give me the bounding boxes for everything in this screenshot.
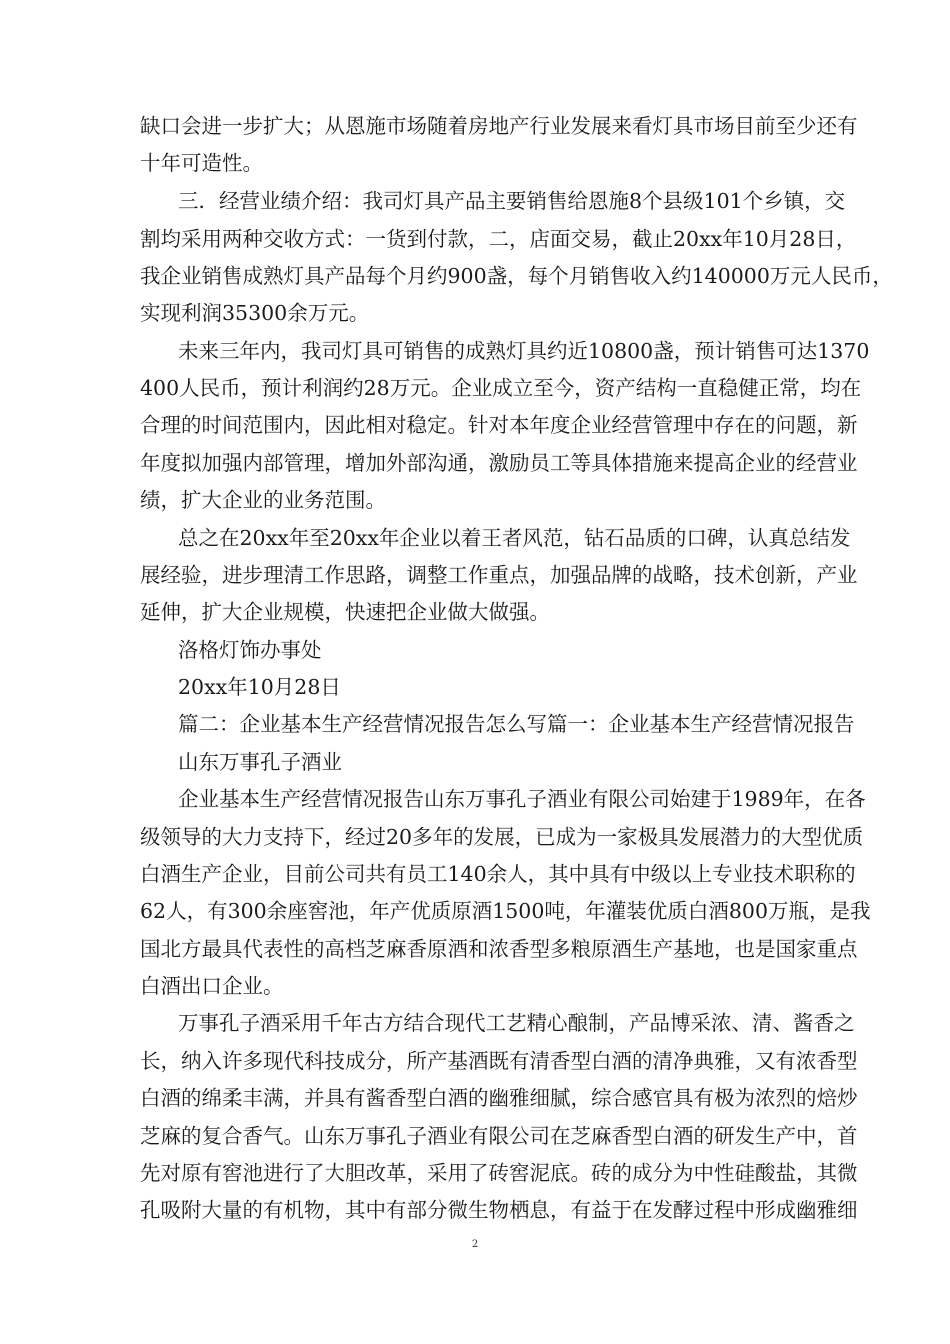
body-text-line: 延伸，扩大企业规模，快速把企业做大做强。 — [140, 600, 550, 624]
body-text-line: 400人民币，预计利润约28万元。企业成立至今，资产结构一直稳健正常，均在 — [140, 376, 862, 400]
body-text-line: 十年可造性。 — [140, 151, 263, 175]
body-text-line: 三．经营业绩介绍：我司灯具产品主要销售给恩施8个县级101个乡镇，交 — [178, 189, 846, 213]
body-text-line: 合理的时间范围内，因此相对稳定。针对本年度企业经营管理中存在的问题，新 — [140, 413, 858, 437]
body-text-line: 年度拟加强内部管理，增加外部沟通，激励员工等具体措施来提高企业的经营业 — [140, 451, 858, 475]
body-text-line: 孔吸附大量的有机物，其中有部分微生物栖息，有益于在发酵过程中形成幽雅细 — [140, 1198, 858, 1222]
signature-date: 20xx年10月28日 — [178, 675, 341, 699]
body-text-line: 万事孔子酒采用千年古方结合现代工艺精心酿制，产品博采浓、清、酱香之 — [178, 1011, 855, 1035]
page-number: 2 — [471, 1239, 479, 1250]
body-text-line: 实现利润35300余万元。 — [140, 301, 370, 325]
body-text-line: 总之在20xx年至20xx年企业以着王者风范，钻石品质的口碑，认真总结发 — [178, 526, 851, 550]
body-text-line: 白酒生产企业，目前公司共有员工140余人，其中具有中级以上专业技术职称的 — [140, 862, 856, 886]
section-heading: 篇二：企业基本生产经营情况报告怎么写篇一：企业基本生产经营情况报告 — [178, 712, 855, 736]
body-text-line: 长，纳入许多现代科技成分，所产基酒既有清香型白酒的清净典雅，又有浓香型 — [140, 1049, 858, 1073]
body-text-line: 缺口会进一步扩大；从恩施市场随着房地产行业发展来看灯具市场目前至少还有 — [140, 114, 858, 138]
body-text-line: 企业基本生产经营情况报告山东万事孔子酒业有限公司始建于1989年，在各 — [178, 787, 866, 811]
body-text-line: 我企业销售成熟灯具产品每个月约900盏，每个月销售收入约140000万元人民币， — [140, 264, 893, 288]
body-text-line: 先对原有窖池进行了大胆改革，采用了砖窖泥底。砖的成分为中性硅酸盐，其微 — [140, 1161, 858, 1185]
body-text-line: 级领导的大力支持下，经过20多年的发展，已成为一家极具发展潜力的大型优质 — [140, 825, 864, 849]
body-text-line: 62人，有300余座窖池，年产优质原酒1500吨，年灌装优质白酒800万瓶，是我 — [140, 899, 871, 923]
body-text-line: 绩，扩大企业的业务范围。 — [140, 488, 386, 512]
body-text-line: 芝麻的复合香气。山东万事孔子酒业有限公司在芝麻香型白酒的研发生产中，首 — [140, 1124, 858, 1148]
body-text-line: 国北方最具代表性的高档芝麻香原酒和浓香型多粮原酒生产基地，也是国家重点 — [140, 937, 858, 961]
section-subheading: 山东万事孔子酒业 — [178, 750, 342, 774]
signature-org: 洛格灯饰办事处 — [178, 638, 322, 662]
body-text-line: 白酒的绵柔丰满，并具有酱香型白酒的幽雅细腻，综合感官具有极为浓烈的焙炒 — [140, 1086, 858, 1110]
body-text-line: 割均采用两种交收方式：一货到付款，二，店面交易，截止20xx年10月28日， — [140, 227, 857, 251]
body-text-line: 展经验，进步理清工作思路，调整工作重点，加强品牌的战略，技术创新，产业 — [140, 563, 858, 587]
body-text-line: 未来三年内，我司灯具可销售的成熟灯具约近10800盏，预计销售可达1370 — [178, 339, 870, 363]
body-text-line: 白酒出口企业。 — [140, 974, 284, 998]
